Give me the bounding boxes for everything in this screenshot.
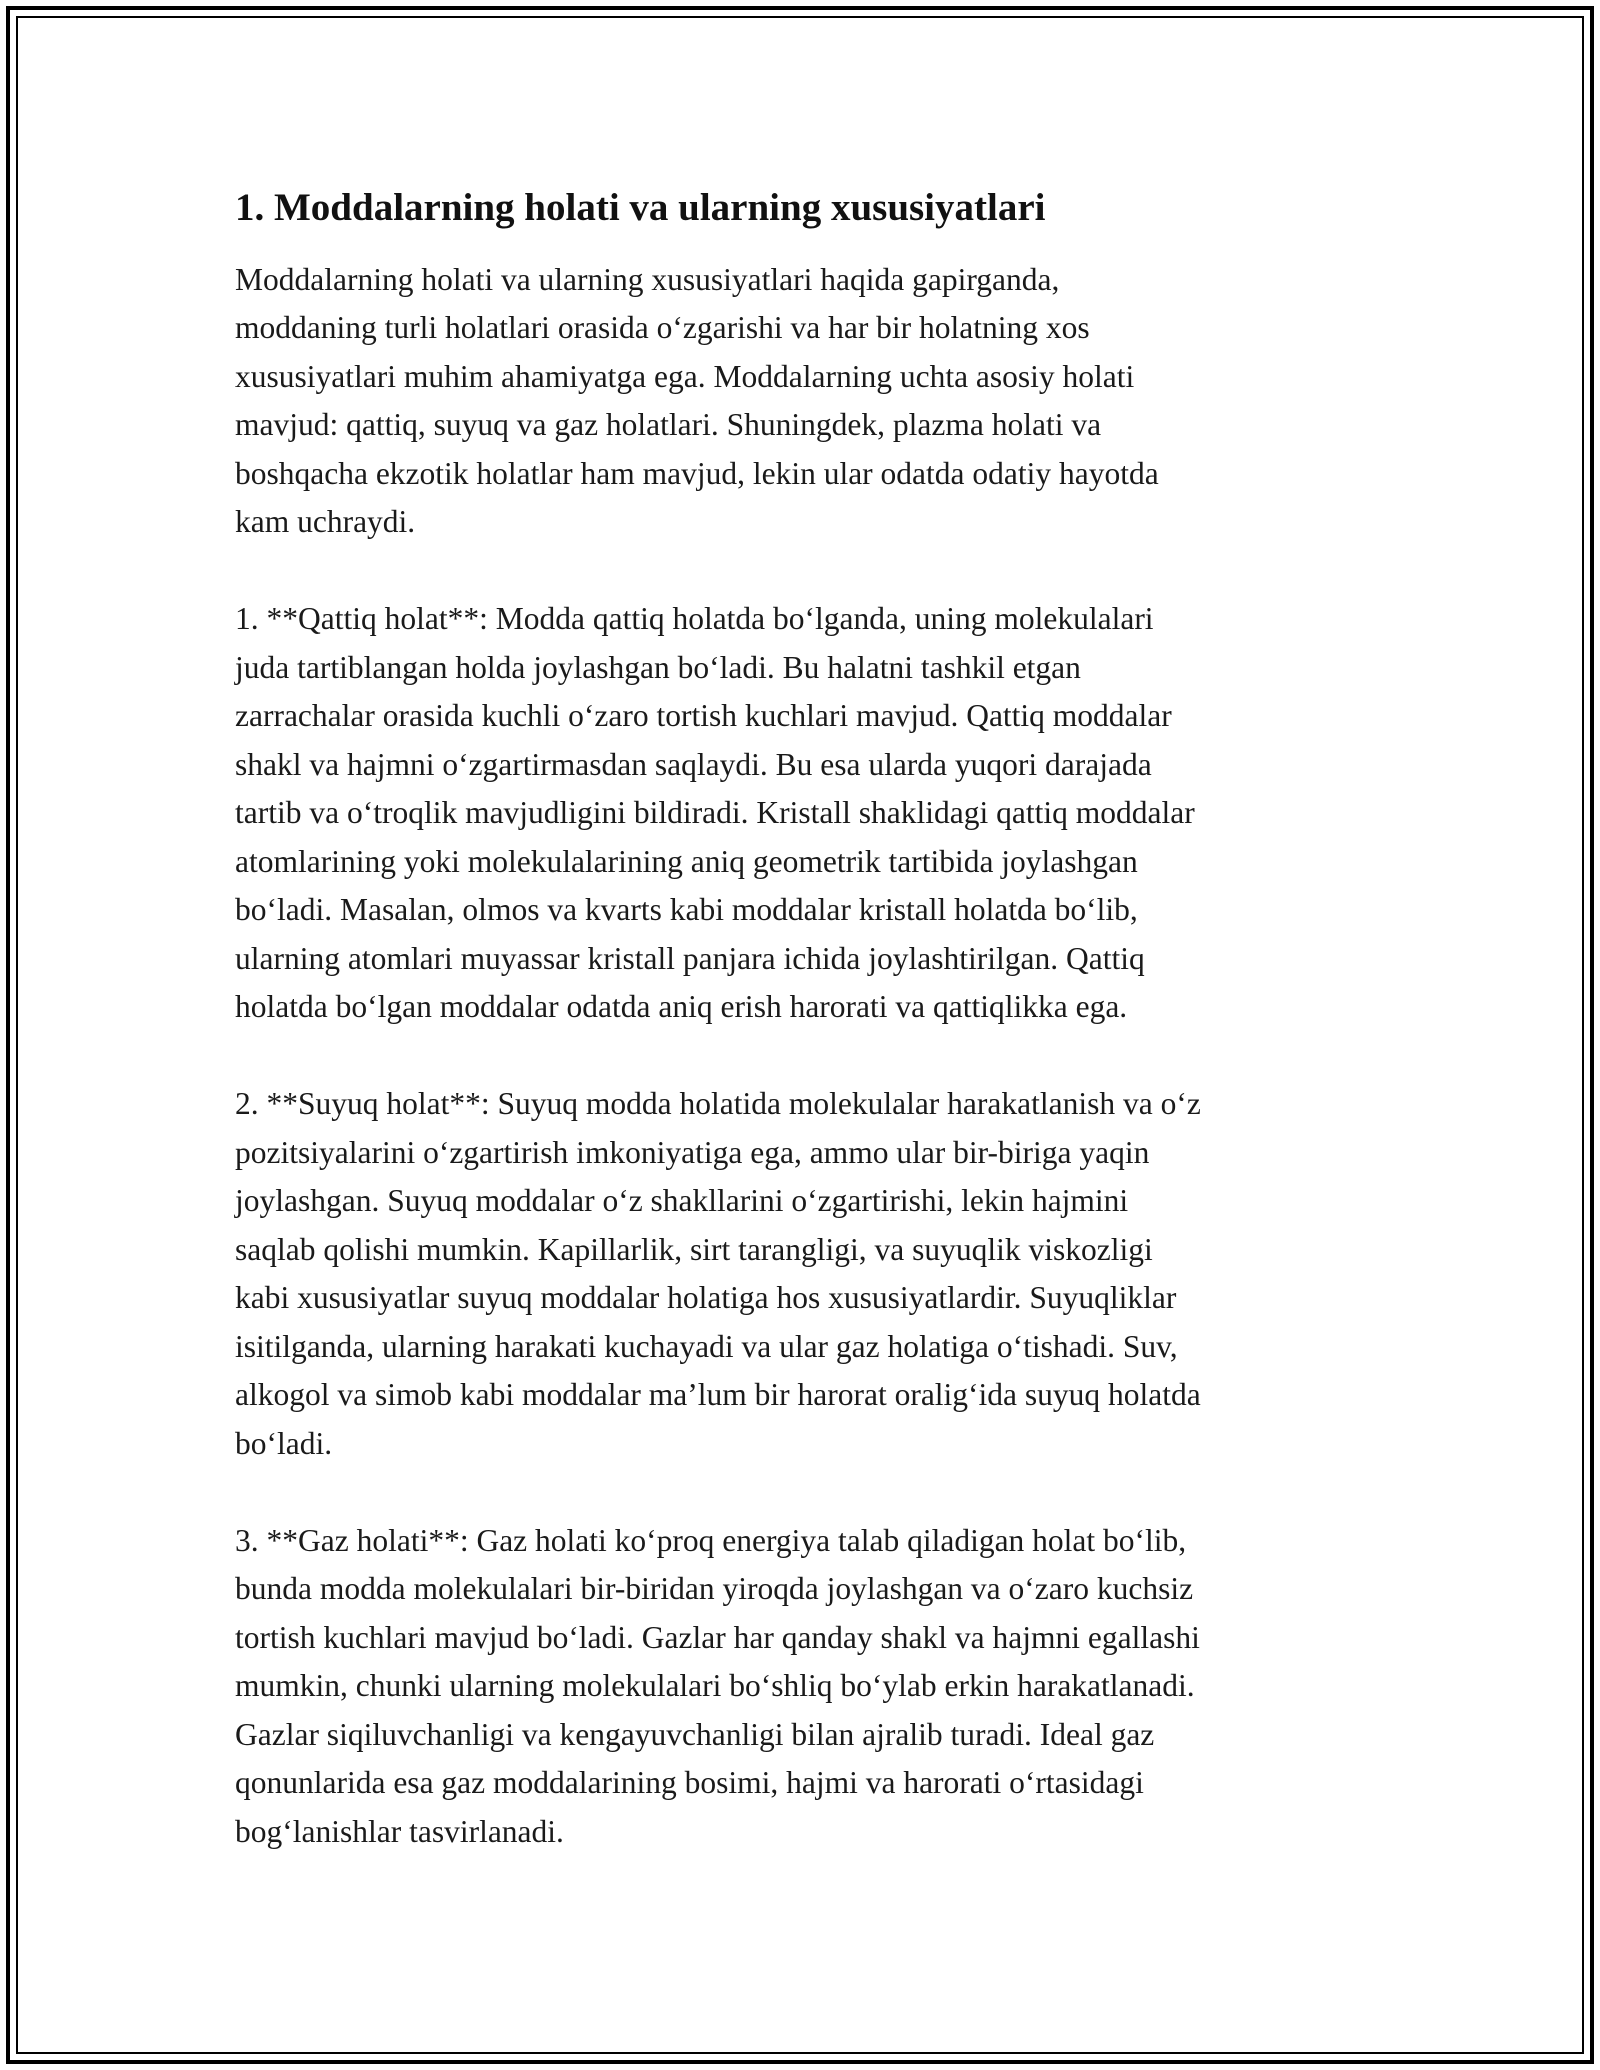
- intro-paragraph: Moddalarning holati va ularning xususiyatlari haqida gapirganda, moddaning turli holatlari orasida oʻzgarishi va har bir holatning xos xususiyatlari muhim ahamiyatga ega. Moddalarning uchta asosiy holati mavjud: qattiq, suyuq va gaz holatlari. Shuningdek, plazma holati va boshqacha ekzotik holatlar ham mavjud, lekin ular odatda odatiy hayotda kam uchraydi.: [235, 261, 1159, 540]
- solid-state-paragraph: 1. **Qattiq holat**: Modda qattiq holatda boʻlganda, uning molekulalari juda tartiblangan holda joylashgan boʻladi. Bu halatni tashkil etgan zarrachalar orasida kuchli oʻzaro tortish kuchlari mavjud. Qattiq moddalar shakl va hajmni oʻzgartirmasdan saqlaydi. Bu esa ularda yuqori darajada tartib va oʻtroqlik mavjudligini bildiradi. Kristall shaklidagi qattiq moddalar atomlarining yoki molekulalarining aniq geometrik tartibida joylashgan boʻladi. Masalan, olmos va kvarts kabi moddalar kristall holatda boʻlib, ularning atomlari muyassar kristall panjara ichida joylashtirilgan. Qattiq holatda boʻlgan moddalar odatda aniq erish harorati va qattiqlikka ega.: [235, 601, 1195, 1025]
- page-title: 1. Moddalarning holati va ularning xususiyatlari: [235, 186, 1046, 229]
- document-body: [235, 185, 1370, 1905]
- liquid-state-paragraph: 2. **Suyuq holat**: Suyuq modda holatida molekulalar harakatlanish va oʻz pozitsiyalarini oʻzgartirish imkoniyatiga ega, ammo ular bir-biriga yaqin joylashgan. Suyuq moddalar oʻz shakllarini oʻzgartirishi, lekin hajmini saqlab qolishi mumkin. Kapillarlik, sirt tarangligi, va suyuqlik viskozligi kabi xususiyatlar suyuq moddalar holatiga hos xususiyatlardir. Suyuqliklar isitilganda, ularning harakati kuchayadi va ular gaz holatiga oʻtishadi. Suv, alkogol va simob kabi moddalar maʼlum bir harorat oraligʻida suyuq holatda boʻladi.: [235, 1086, 1201, 1461]
- gas-state-paragraph: 3. **Gaz holati**: Gaz holati koʻproq energiya talab qiladigan holat boʻlib, bunda modda molekulalari bir-biridan yiroqda joylashgan va oʻzaro kuchsiz tortish kuchlari mavjud boʻladi. Gazlar har qanday shakl va hajmni egallashi mumkin, chunki ularning molekulalari boʻshliq boʻylab erkin harakatlanadi. Gazlar siqiluvchanligi va kengayuvchanligi bilan ajralib turadi. Ideal gaz qonunlarida esa gaz moddalarining bosimi, hajmi va harorati oʻrtasidagi bogʻlanishlar tasvirlanadi.: [235, 1522, 1200, 1849]
